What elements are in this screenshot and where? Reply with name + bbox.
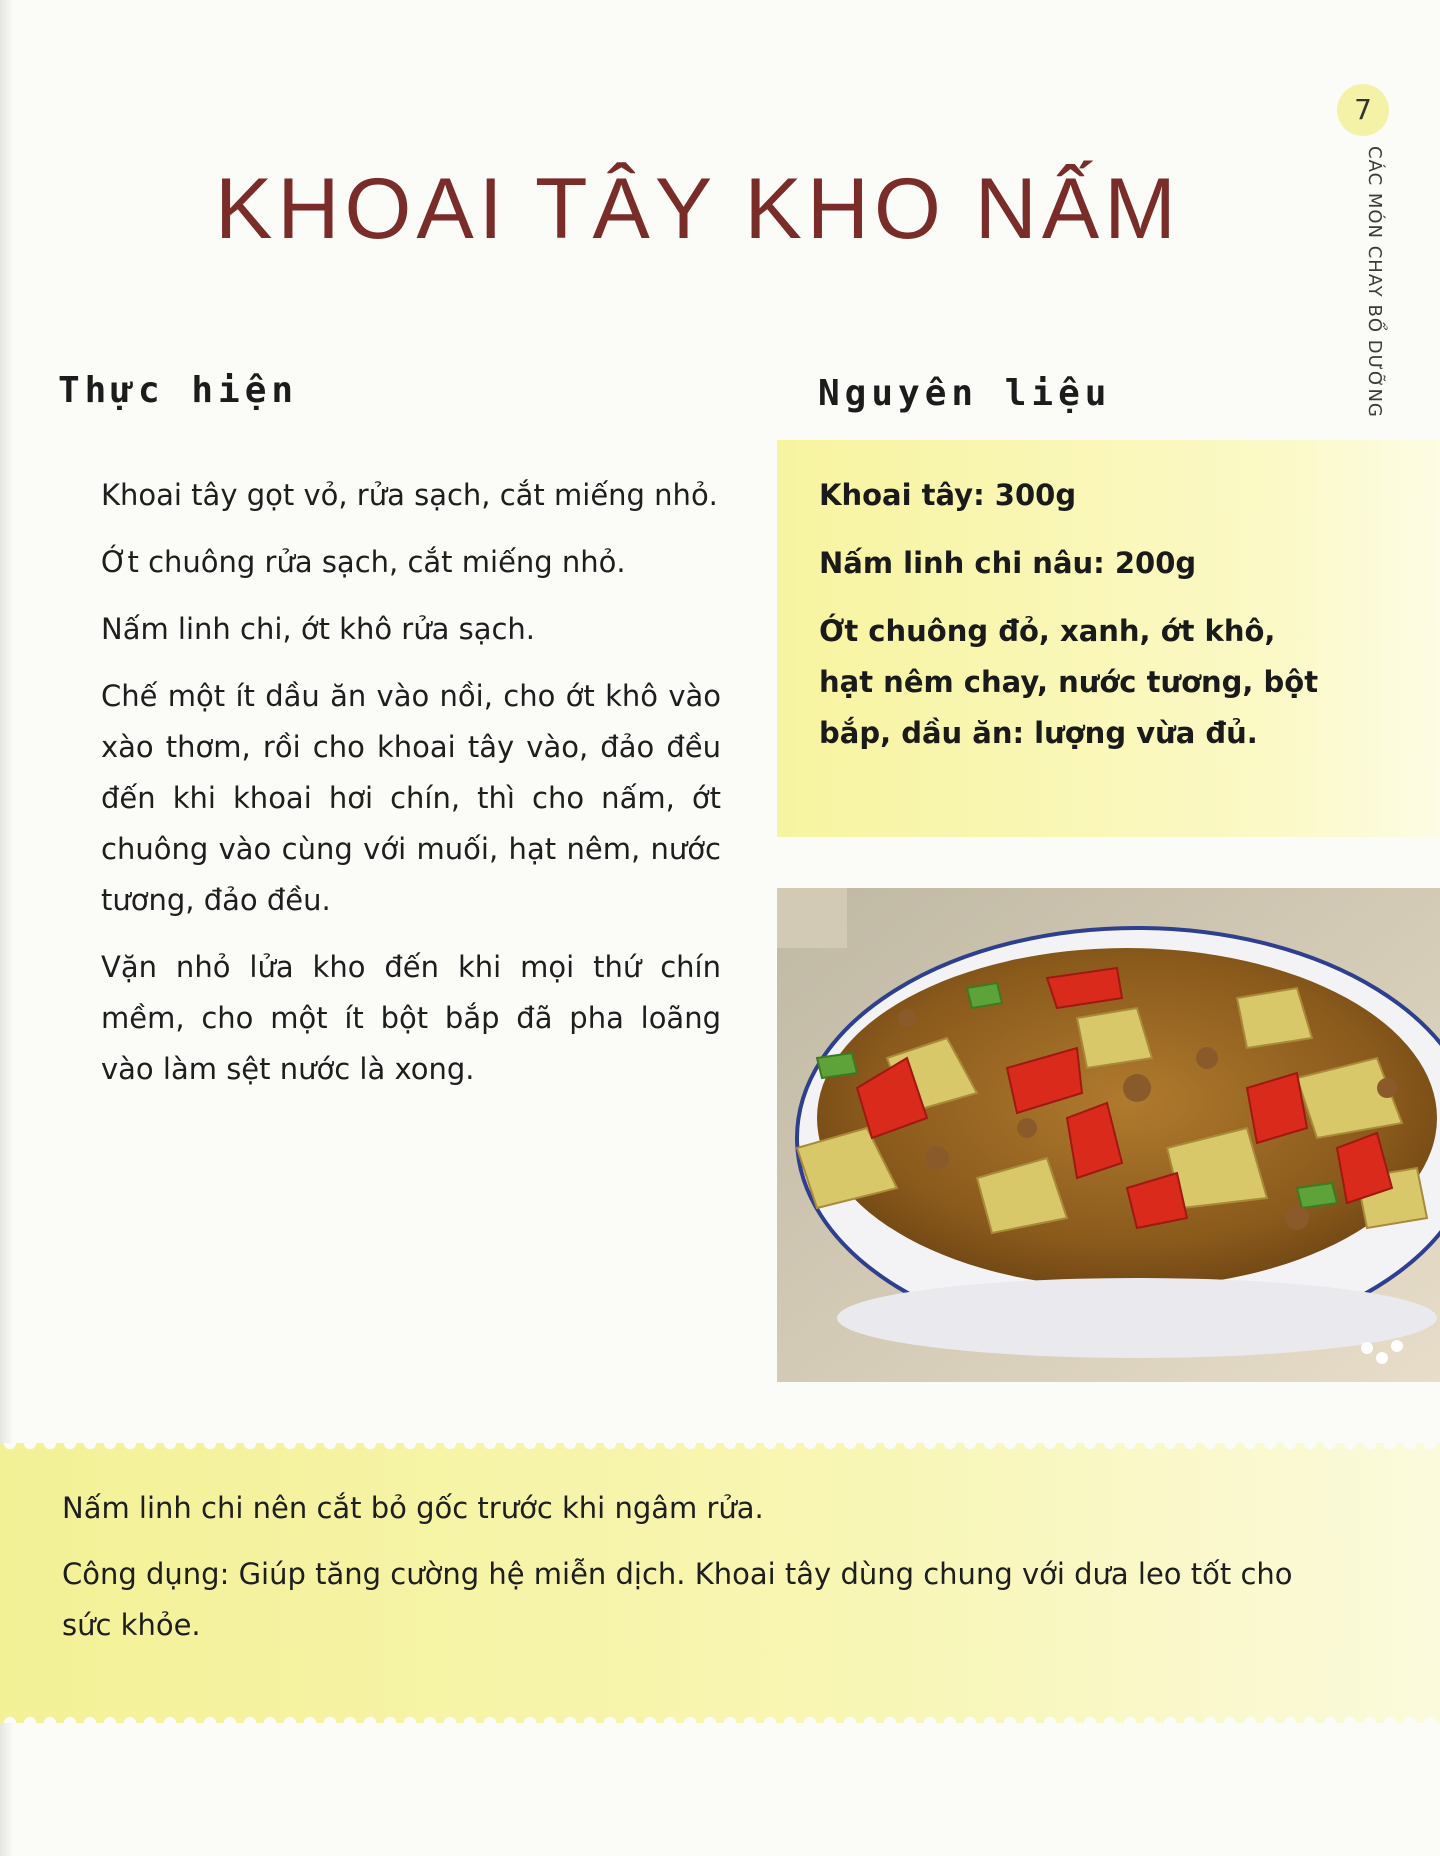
steps-heading: Thực hiện (58, 370, 299, 411)
ingredient-item: Nấm linh chi nâu: 200g (819, 546, 1197, 580)
step-item: Chế một ít dầu ăn vào nồi, cho ớt khô vào xào thơm, rồi cho khoai tây vào, đảo đều đến khi khoai hơi chín, thì cho nấm, ớt chuông vào cùng với muối, hạt nêm, nước tương, đảo đều. (101, 679, 721, 917)
ingredient-item: Khoai tây: 300g (819, 478, 1077, 512)
page-number: 7 (1337, 84, 1389, 136)
dish-photo (777, 888, 1440, 1382)
ingredient-item: Ớt chuông đỏ, xanh, ớt khô, hạt nêm chay, nước tương, bột bắp, dầu ăn: lượng vừa đủ. (819, 614, 1319, 750)
ingredients-list (819, 470, 1339, 776)
step-item: Nấm linh chi, ớt khô rửa sạch. (101, 612, 536, 646)
note-item: Nấm linh chi nên cắt bỏ gốc trước khi ngâm rửa. (62, 1491, 764, 1525)
note-item: Công dụng: Giúp tăng cường hệ miễn dịch. Khoai tây dùng chung với dưa leo tốt cho sức khỏe. (62, 1557, 1293, 1642)
steps-list (101, 470, 721, 1111)
running-header: CÁC MÓN CHAY BỔ DƯỠNG (1364, 146, 1385, 418)
ingredients-box (777, 440, 1440, 837)
step-item: Khoai tây gọt vỏ, rửa sạch, cắt miếng nhỏ. (101, 478, 718, 512)
step-item: Ớt chuông rửa sạch, cắt miếng nhỏ. (101, 545, 626, 579)
ingredients-heading: Nguyên liệu (818, 373, 1112, 414)
recipe-title: KHOAI TÂY KHO NẤM (215, 161, 1181, 257)
dish-illustration (777, 888, 1440, 1382)
notes-band (0, 1443, 1440, 1723)
notes-text (62, 1483, 1332, 1666)
step-item: Vặn nhỏ lửa kho đến khi mọi thứ chín mềm, cho một ít bột bắp đã pha loãng vào làm sệt nước là xong. (101, 950, 721, 1086)
